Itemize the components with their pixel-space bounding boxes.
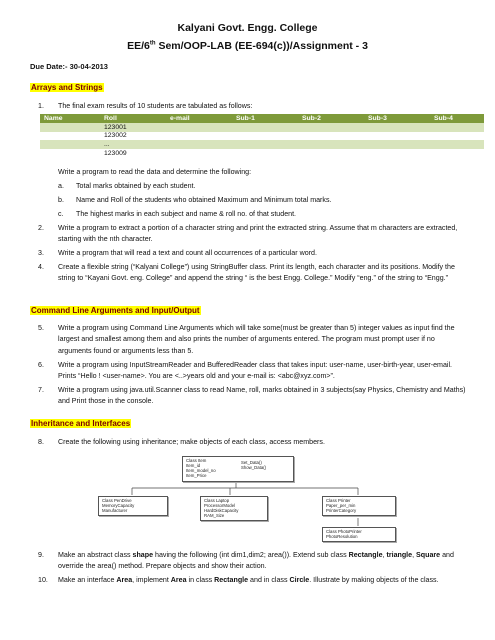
roll-cell: 123001 bbox=[100, 123, 166, 132]
class-photoprinter-box bbox=[322, 527, 396, 542]
class-field: Paper_per_min bbox=[326, 503, 356, 508]
sub-letter: a. bbox=[58, 182, 64, 190]
class-printer-box bbox=[322, 496, 396, 516]
keyword: Circle bbox=[289, 576, 310, 584]
question-number: 4. bbox=[38, 263, 44, 271]
question-text: Create a flexible string (“Kalyani College”) using StringBuffer class. Print its length, each character and its positions. Modify the string to “Kayani Govt. eng. College” and append the string “ is the best Engg. College.” Modify “eng.” of the string to “Engg.” bbox=[58, 263, 455, 283]
class-field: PhotoResolution bbox=[326, 534, 358, 539]
class-field: Item_Price bbox=[186, 473, 207, 478]
question-6 bbox=[38, 360, 468, 383]
question-number: 5. bbox=[38, 324, 44, 332]
question-text: The final exam results of 10 students are tabulated as follows: bbox=[58, 102, 253, 110]
sub-text: The highest marks in each subject and name & roll no. of that student. bbox=[76, 210, 297, 218]
question-1-instruction bbox=[58, 167, 488, 178]
question-text: Write a program using java.util.Scanner class to read Name, roll, marks obtained in 3 subjects(say Physics, Chemistry and Maths) and Print those in the console. bbox=[58, 386, 466, 406]
question-number: 8. bbox=[38, 438, 44, 446]
col-header-name: Name bbox=[40, 114, 100, 123]
question-number: 10. bbox=[38, 576, 48, 584]
keyword: triangle bbox=[386, 551, 413, 559]
section-arrays-label: Arrays and Strings bbox=[31, 83, 103, 92]
title-suffix: Sem/OOP-LAB (EE-694(c))/Assignment - 3 bbox=[155, 40, 368, 52]
subquestion-b bbox=[58, 196, 332, 204]
sub-text: Total marks obtained by each student. bbox=[76, 182, 196, 190]
text-run: Make an interface bbox=[58, 576, 117, 584]
instruction-text: Write a program to read the data and determine the following: bbox=[58, 168, 252, 176]
question-text bbox=[58, 575, 468, 586]
text-run: , bbox=[382, 551, 387, 559]
keyword: Area bbox=[170, 576, 187, 584]
keyword: Rectangle bbox=[348, 551, 383, 559]
col-header-roll: Roll bbox=[100, 114, 166, 123]
class-name: Class PenDrive bbox=[102, 498, 132, 503]
question-text: Write a program using Command Line Arguments which will take some(must be greater than 5) integer values as input find the largest and smallest among them and also prints the number of arguments entered. The program must prompt user if no arguments found or arguments less than 5. bbox=[58, 324, 455, 355]
question-5 bbox=[38, 323, 468, 357]
text-run: Make an abstract class bbox=[58, 551, 133, 559]
question-number: 2. bbox=[38, 224, 44, 232]
subquestion-a bbox=[58, 182, 195, 190]
question-number: 3. bbox=[38, 249, 44, 257]
class-pendrive-box bbox=[98, 496, 168, 516]
class-field: Item_model_no bbox=[186, 468, 216, 473]
text-run: and override the area() method. Prepare objects and show their action. bbox=[58, 551, 454, 571]
keyword: Square bbox=[416, 551, 441, 559]
question-number: 1. bbox=[38, 102, 44, 110]
college-name: Kalyani Govt. Engg. College bbox=[177, 22, 318, 34]
class-laptop-box bbox=[200, 496, 268, 521]
table-row bbox=[40, 149, 484, 158]
sub-letter: b. bbox=[58, 196, 64, 204]
sub-letter: c. bbox=[58, 210, 64, 218]
keyword: Rectangle bbox=[214, 576, 249, 584]
section-inheritance bbox=[30, 419, 131, 428]
text-run: , bbox=[412, 551, 417, 559]
assignment-title bbox=[0, 40, 495, 52]
results-table bbox=[40, 114, 484, 157]
question-text: Write a program using InputStreamReader and BufferedReader class that takes input: user-name, user-birth-year, user-email. Prints “Hello ! <user-name>. You are <..>years old and your e-mail is: <abc@xyz.com>”. bbox=[58, 361, 453, 381]
text-run: having the following (int dim1,dim2; area()). Extend sub class bbox=[153, 551, 349, 559]
question-9 bbox=[38, 550, 468, 573]
text-run: and in class bbox=[248, 576, 290, 584]
class-method: Show_Data() bbox=[241, 465, 267, 470]
question-text: Write a program that will read a text and count all occurrences of a particular word. bbox=[58, 249, 317, 257]
question-1 bbox=[38, 101, 468, 112]
col-header-sub3: Sub-3 bbox=[364, 114, 430, 123]
question-number: 9. bbox=[38, 551, 44, 559]
title-superscript: th bbox=[149, 40, 156, 47]
question-number: 7. bbox=[38, 386, 44, 394]
class-field: MemoryCapacity bbox=[102, 503, 135, 508]
due-date: Due Date:- 30-04-2013 bbox=[30, 62, 108, 71]
roll-cell: 123009 bbox=[100, 149, 166, 158]
col-header-email: e-mail bbox=[166, 114, 232, 123]
class-field: RAM_Size bbox=[204, 513, 225, 518]
class-name: Class Item bbox=[186, 458, 207, 463]
inheritance-diagram bbox=[90, 454, 480, 546]
class-field: ProcessorModel bbox=[204, 503, 236, 508]
question-7 bbox=[38, 385, 468, 408]
text-run: in class bbox=[186, 576, 215, 584]
col-header-sub4: Sub-4 bbox=[430, 114, 484, 123]
col-header-sub1: Sub-1 bbox=[232, 114, 298, 123]
class-field: Item_id bbox=[186, 463, 201, 468]
table-row bbox=[40, 123, 484, 132]
class-field: HardDiskCapacity bbox=[204, 508, 239, 513]
text-run: . Illustrate by making objects of the class. bbox=[309, 576, 439, 584]
question-text bbox=[58, 550, 468, 573]
question-4 bbox=[38, 262, 468, 285]
class-item-box bbox=[182, 456, 294, 482]
question-2 bbox=[38, 223, 468, 246]
question-text: Write a program to extract a portion of a character string and print the extracted string. Assume that m characters are extracted, starting with the nth character. bbox=[58, 224, 458, 244]
question-number: 6. bbox=[38, 361, 44, 369]
question-text: Create the following using inheritance; make objects of each class, access members. bbox=[58, 438, 325, 446]
table-header-row bbox=[40, 114, 484, 123]
section-inherit-label: Inheritance and Interfaces bbox=[31, 419, 131, 428]
keyword: Area bbox=[116, 576, 133, 584]
question-3 bbox=[38, 248, 468, 259]
section-cmdline-label: Command Line Arguments and Input/Output bbox=[31, 306, 200, 315]
question-8 bbox=[38, 437, 468, 448]
keyword: shape bbox=[132, 551, 154, 559]
class-name: Class Printer bbox=[326, 498, 351, 503]
text-run: , implement bbox=[132, 576, 171, 584]
class-field: Manufacturer bbox=[102, 508, 128, 513]
col-header-sub2: Sub-2 bbox=[298, 114, 364, 123]
section-command-line bbox=[30, 306, 201, 315]
roll-cell: 123002 bbox=[100, 132, 166, 141]
table-row bbox=[40, 132, 484, 141]
roll-cell: ... bbox=[100, 140, 166, 149]
title-prefix: EE/6 bbox=[127, 40, 150, 52]
class-field: PrinterCategory bbox=[326, 508, 357, 513]
class-name: Class PhotoPrinter bbox=[326, 529, 362, 534]
subquestion-c bbox=[58, 210, 296, 218]
table-row bbox=[40, 140, 484, 149]
class-name: Class Laptop bbox=[204, 498, 230, 503]
question-10 bbox=[38, 575, 468, 586]
sub-text: Name and Roll of the students who obtained Maximum and Minimum total marks. bbox=[76, 196, 332, 204]
class-method: Set_Data() bbox=[241, 460, 262, 465]
section-arrays-strings bbox=[30, 83, 104, 92]
